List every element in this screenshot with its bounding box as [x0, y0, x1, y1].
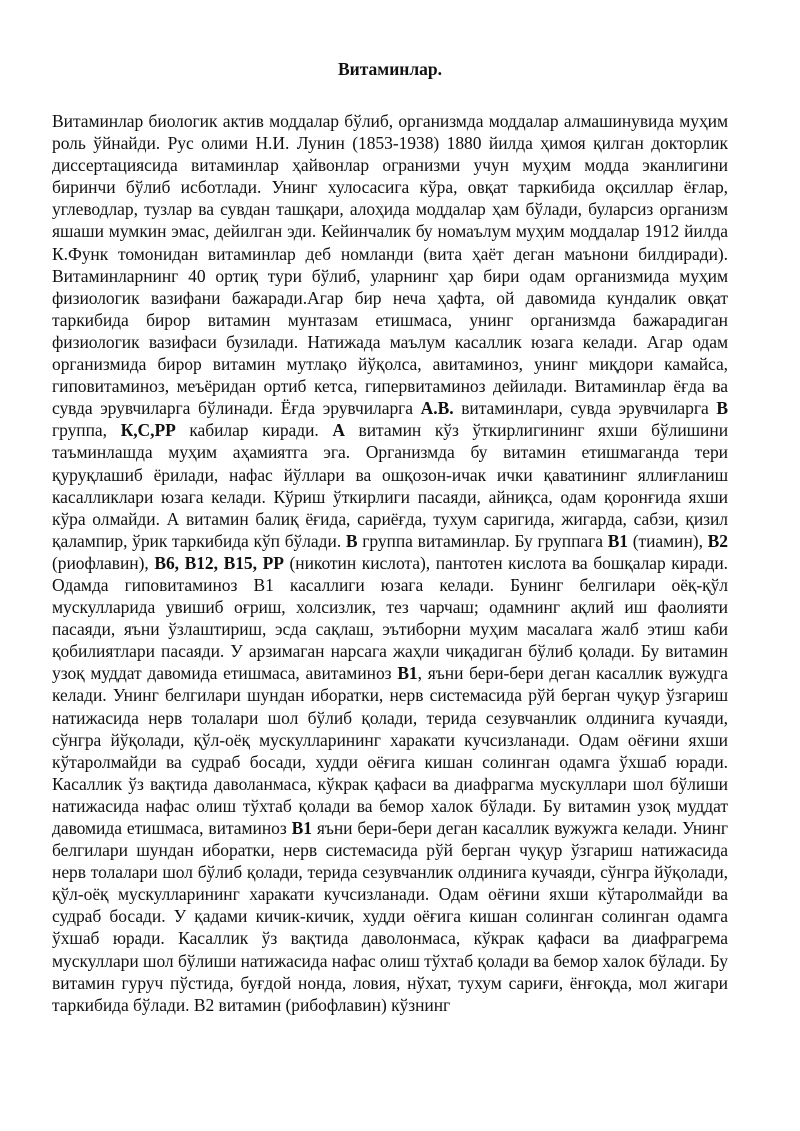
bold-text-run: В1: [397, 663, 418, 684]
text-run: Витаминлар биологик актив моддалар бўлиб, организмда моддалар алмашинувида муҳим роль ўйнайди. Рус олими Н.И. Лунин (1853-1938) 1880 йилда ҳимоя қилган докторлик диссертациясида витаминлар ҳайвонлар огранизми учун муҳим модда эканлигини биринчи бўлиб исботлади. Унинг хулосасига кўра, овқат таркибида оқсиллар ёғлар, углеводлар, тузлар ва сувдан ташқари, алоҳида моддалар ҳам бўлади, буларсиз организм яшаши мумкин эмас, дейилган эди. Кейинчалик бу номаълум муҳим моддалар 1912 йилда К.Функ томонидан витаминлар деб номланди (вита ҳаёт деган маънони билдиради). Витаминларнинг 40 ортиқ тури бўлиб, уларнинг ҳар бири одам организмида муҳим физиологик вазифани бажаради.Агар бир неча ҳафта, ой давомида кундалик овқат таркибида бирор витамин мунтазам етишмаса, унинг организмда бажарадиган физиологик вазифаси бузилади. Натижада маълум касаллик юзага келади. Агар одам организмида бирор витамин мутлақо йўқолса, авитаминоз, унинг миқдори камайса, гиповитаминоз, меъёридан ортиб кетса, гипервитаминоз дейилади. Витаминлар ёғда ва сувда эрувчиларга бўлинади. Ёғда эрувчиларга: [52, 111, 728, 419]
bold-text-run: В6, В12, В15, РР: [154, 552, 284, 573]
text-run: группа витаминлар. Бу группага: [357, 530, 608, 551]
document-title: Витаминлар.: [337, 59, 443, 79]
bold-text-run: В1: [607, 530, 629, 551]
bold-text-run: А.В.: [420, 398, 454, 419]
text-run: группа,: [52, 420, 121, 441]
text-run: кабилар киради.: [175, 420, 333, 441]
text-run: витаминлари, сувда эрувчиларга: [453, 398, 717, 419]
text-run: , яъни бери-бери деган касаллик вужудга келади. Унинг белгилари шундан иборатки, нерв системасида рўй берган чуқур ўзгариш натижасида нерв толалари шол бўлиб қолади, терида сезувчанлик олдинига кучаяди, сўнгра йўқолади, қўл-оёқ мускулларининг харакати кучсизланади. Одам оёғини яхши кўтаролмайди ва судраб босади, худди оёғига кишан солинган одамга ўхшаб юради. Касаллик ўз вақтида даволанмаса, кўкрак қафаси ва диафрагма мускуллари шол бўлиши натижасида нафас олиш тўхтаб қолади ва бемор халок бўлади. Бу витамин узоқ муддат давомида етишмаса, витаминоз: [52, 663, 728, 838]
bold-text-run: А: [332, 420, 345, 441]
document-body-paragraph: [52, 110, 728, 1016]
bold-text-run: К,С,РР: [120, 420, 176, 441]
bold-text-run: В2: [707, 530, 728, 551]
text-run: (никотин кислота), пантотен кислота ва бошқалар киради. Одамда гиповитаминоз В1 касаллиги юзага келади. Бунинг белгилари оёқ-қўл мускулларида увишиб оғриш, холсизлик, тез чарчаш; одамнинг ақлий иш фаолияти пасаяди, яъни ўзлаштириш, эсда сақлаш, эътиборни муҳим масалага жалб этиш каби қобилиятлари пасаяди. У арзимаган нарсага жаҳли чиқадиган бўлиб қолади. Бу витамин узоқ муддат давомида етишмаса, авитаминоз: [52, 552, 728, 684]
text-run: (тиамин),: [628, 530, 708, 551]
document-page: [52, 58, 728, 1016]
bold-text-run: В: [716, 398, 728, 419]
text-run: (риофлавин),: [52, 552, 155, 573]
text-run: яъни бери-бери деган касаллик вужужга келади. Унинг белгилари шундан иборатки, нерв системасида рўй берган чуқур ўзгариш натижасида нерв толалари шол бўлиб қолади, терида сезувчанлик олдинига кучаяди, сўнгра йўқолади, қўл-оёқ мускулларининг харакати кучсизланади. Одам оёғини яхши кўтаролмайди ва судраб босади. У қадами кичик-кичик, худди оёғига кишан солинган солинган одамга ўхшаб юради. Касаллик ўз вақтида даволонмаса, кўкрак қафаси ва диафрагрема мускуллари шол бўлиши натижасида нафас олиш тўхтаб қолади ва бемор халок бўлади. Бу витамин гуруч пўстида, буғдой нонда, ловия, нўхат, тухум сариғи, ёнғоқда, мол жигари таркибида бўлади. В2 витамин (рибофлавин) кўзнинг: [52, 818, 728, 1015]
bold-text-run: В1: [291, 818, 312, 838]
text-run: витамин кўз ўткирлигининг яхши бўлишини таъминлашда муҳим аҳамиятга эга. Организмда бу витамин етишмаганда тери қуруқлашиб ёрилади, нафас йўллари ва ошқозон-ичак ички қаватининг яллиғланиш касалликлари юзага келади. Кўриш ўткирлиги пасаяди, айниқса, одам қоронғида яхши кўра олмайди. А витамин балиқ ёғида, сариёғда, тухум саригида, жигарда, сабзи, қизил қалампир, ўрик таркибида кўп бўлади.: [52, 420, 729, 551]
bold-text-run: В: [345, 530, 358, 551]
